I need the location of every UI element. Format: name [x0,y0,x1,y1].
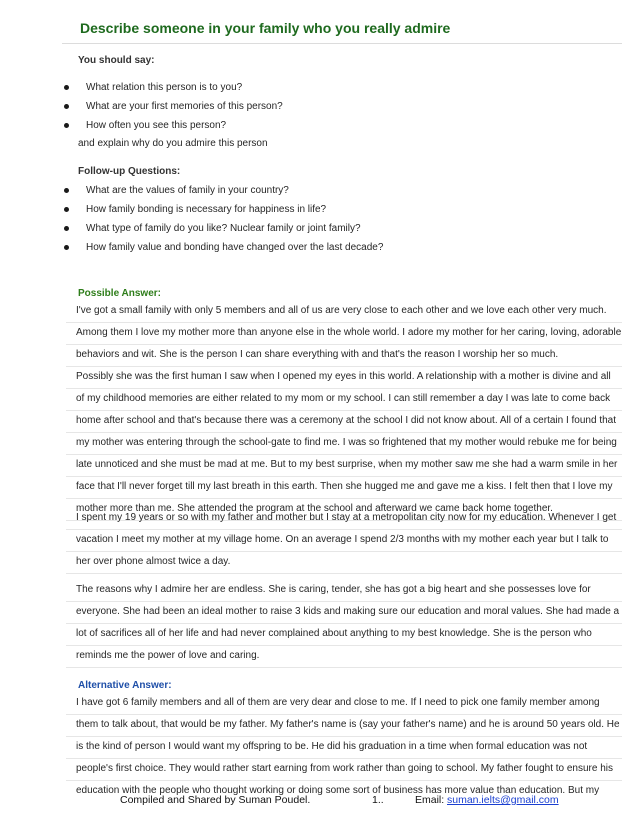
text-line: everyone. She had been an ideal mother to raise 3 kids and making sure our education and moral values. She had made a [66,602,622,624]
possible-answer-paragraph-1 [66,301,622,521]
bullet-icon [64,104,69,109]
text-line: of my childhood memories are either related to my mom or my school. I can still remember a day I was late to come back [66,389,622,411]
alternative-answer-heading: Alternative Answer: [78,680,172,691]
list-item: What are your first memories of this person? [62,97,622,116]
text-line: reminds me the power of love and caring. [66,646,622,668]
text-line: behaviors and wit. She is the person I can share everything with and that's the reason I worship her so much. [66,345,622,367]
title-divider [62,43,622,44]
text-line: I've got a small family with only 5 members and all of us are very close to each other and we love each other very much. [66,301,622,323]
text-line: late unnoticed and she must be mad at me. But to my best surprise, when my mother saw me she had a warm smile in her [66,455,622,477]
prompt-heading: You should say: [78,55,155,66]
text-line: face that I'll never forget till my last breath in this earth. Then she hugged me and gave me a kiss. I felt then that I love my [66,477,622,499]
bullet-icon [64,123,69,128]
prompt-bullet-list [62,78,622,135]
list-item: How family value and bonding have changed over the last decade? [62,238,622,257]
prompt-closing: and explain why do you admire this person [78,138,268,149]
list-item: What are the values of family in your country? [62,181,622,200]
bullet-icon [64,188,69,193]
footer-email-label: Email: [415,794,445,806]
footer-credit: Compiled and Shared by Suman Poudel. [120,794,311,806]
document-title: Describe someone in your family who you really admire [80,20,451,36]
list-item: How family bonding is necessary for happiness in life? [62,200,622,219]
text-line: Possibly she was the first human I saw when I opened my eyes in this world. A relationship with a mother is divine and all [66,367,622,389]
text-line: Among them I love my mother more than anyone else in the whole world. I adore my mother for her caring, loving, adorable [66,323,622,345]
text-line: home after school and that's because there was a ceremony at the school I did not know about. All of a certain I found that [66,411,622,433]
possible-answer-paragraph-3 [66,580,622,668]
text-line: her over phone almost twice a day. [66,552,622,574]
text-line: is the kind of person I would want my offspring to be. He did his graduation in a time when formal education was not [66,737,622,759]
list-item: What type of family do you like? Nuclear family or joint family? [62,219,622,238]
list-item: How often you see this person? [62,116,622,135]
text-line: vacation I meet my mother at my village home. On an average I spend 2/3 months with my mother each year but I talk to [66,530,622,552]
bullet-icon [64,85,69,90]
text-line: I have got 6 family members and all of them are very dear and close to me. If I need to pick one family member among [66,693,622,715]
text-line: lot of sacrifices all of her life and had never complained about anything to my best knowledge. She is the person who [66,624,622,646]
followup-bullet-list [62,181,622,257]
text-line: I spent my 19 years or so with my father and mother but I stay at a metropolitan city now for my education. Whenever I get [66,508,622,530]
email-link[interactable]: suman.ielts@gmail.com [447,794,559,806]
alternative-answer-paragraph [66,693,622,803]
bullet-icon [64,226,69,231]
text-line: mother more than me. She attended the program at the school and afterward we came back home together. [66,499,622,521]
text-line: my mother was entering through the school-gate to find me. I was so frightened that my mother would rebuke me for being [66,433,622,455]
followup-heading: Follow-up Questions: [78,166,181,177]
bullet-icon [64,245,69,250]
text-line: people's first choice. They would rather start earning from work rather than going to school. My father fought to ensure his [66,759,622,781]
text-line: them to talk about, that would be my father. My father's name is (say your father's name) and he is around 50 years old. He [66,715,622,737]
possible-answer-paragraph-2 [66,508,622,574]
page-number: 1.. [372,794,384,806]
possible-answer-heading: Possible Answer: [78,288,161,299]
bullet-icon [64,207,69,212]
list-item: What relation this person is to you? [62,78,622,97]
text-line: The reasons why I admire her are endless. She is caring, tender, she has got a big heart and she possesses love for [66,580,622,602]
text-line: education with the people who thought working or doing some sort of business has more value than education. But my [76,785,600,796]
